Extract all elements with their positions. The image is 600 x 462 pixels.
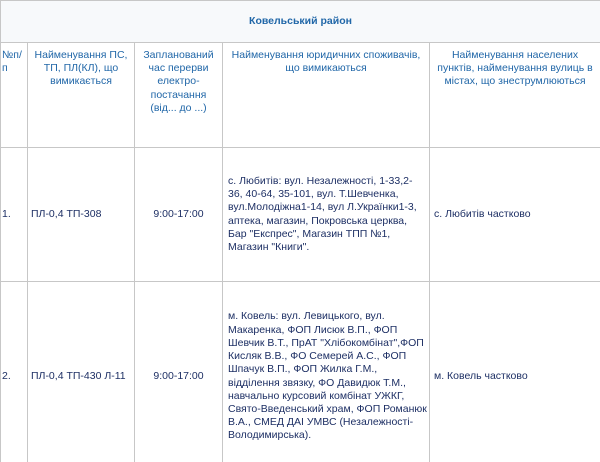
row-equipment: ПЛ-0,4 ТП-430 Л-11 — [28, 282, 135, 462]
row-equipment: ПЛ-0,4 ТП-308 — [28, 148, 135, 282]
table-row — [1, 282, 600, 462]
header-num: №п/п — [1, 43, 28, 148]
row-settlements: с. Любитів частково — [430, 148, 600, 282]
row-time: 9:00-17:00 — [135, 148, 223, 282]
row-consumers: с. Любитів: вул. Незалежності, 1-33,2-36, 40-64, 35-101, вул. Т.Шевченка, вул.Молодіжна1-14, вул Л.Українки1-3, аптека, магазин, Покровська церква, Бар "Експрес", Магазин ТПП №1, Магазин "Книги". — [223, 148, 430, 282]
row-num: 1. — [1, 148, 28, 282]
row-settlements: м. Ковель частково — [430, 282, 600, 462]
row-time: 9:00-17:00 — [135, 282, 223, 462]
district-row — [1, 1, 600, 43]
header-row — [1, 43, 600, 148]
table-row — [1, 148, 600, 282]
header-time: Запланований час перерви електро-постачання (від... до ...) — [135, 43, 223, 148]
header-consumers: Найменування юридичних споживачів, що вимикаються — [223, 43, 430, 148]
district-title: Ковельський район — [1, 1, 600, 43]
row-consumers: м. Ковель: вул. Левицького, вул. Макаренка, ФОП Лисюк В.П., ФОП Шевчик В.Т., ПрАТ "Хлібокомбінат",ФОП Кисляк В.В., ФО Семерей А.С., ФОП Шпачук В.П., ФОП Жилка Г.М., відділення звязку, ФО Давидюк Т.М., навчально курсовий комбінат УЖКГ, Свято-Введенський храм, ФОП Романюк В.А., СМЕД ДАІ УМВС (Незалежності-Володимирська). — [223, 282, 430, 462]
header-equipment: Найменування ПС, ТП, ПЛ(КЛ), що вимикається — [28, 43, 135, 148]
header-settlements: Найменування населених пунктів, найменування вулиць в містах, що знеструмлюються — [430, 43, 600, 148]
row-num: 2. — [1, 282, 28, 462]
